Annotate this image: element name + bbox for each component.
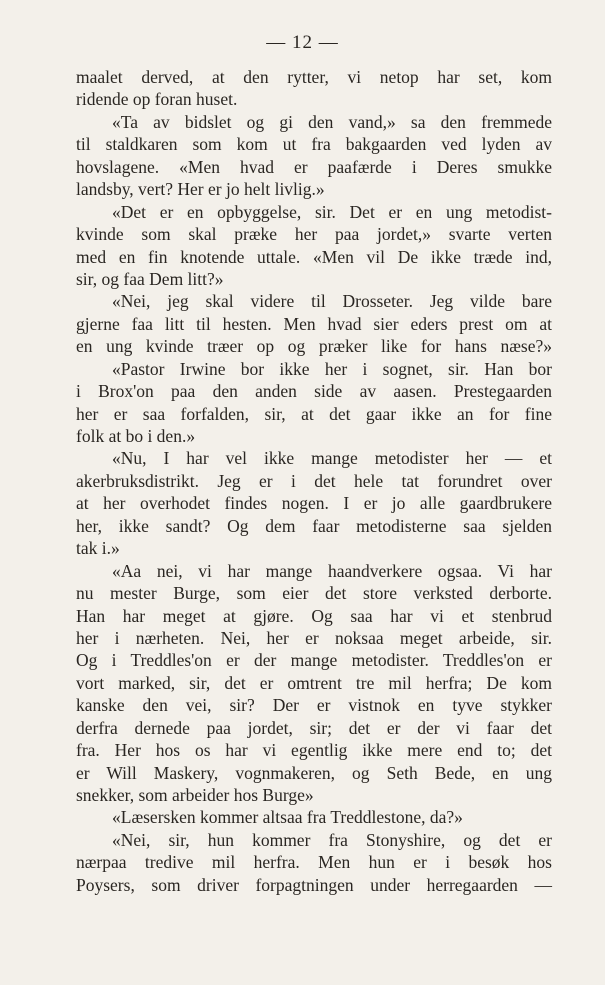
text-line: nu mester Burge, som eier det store verksted derborte. <box>76 583 552 604</box>
text-line: i Brox'on paa den anden side av aasen. Prestegaarden <box>76 381 552 402</box>
text-line: vort marked, sir, det er omtrent tre mil herfra; De kom <box>76 672 552 693</box>
text-line: «Aa nei, vi har mange haandverkere ogsaa. Vi har <box>112 560 552 581</box>
text-line: snekker, som arbeider hos Burge» <box>76 785 314 805</box>
text-line: «Pastor Irwine bor ikke her i sognet, sir. Han bor <box>112 358 552 379</box>
text-line: fra. Her hos os har vi egentlig ikke mere end to; det <box>76 740 552 761</box>
text-line: «Læsersken kommer altsaa fra Treddlestone, da?» <box>112 807 463 828</box>
text-line: ridende op foran huset. <box>76 89 238 110</box>
text-line: «Nu, I har vel ikke mange metodister her — et <box>112 448 552 469</box>
text-line: tak i.» <box>76 538 120 559</box>
text-line: derfra dernede paa jordet, sir; det er der vi faar det <box>76 717 552 738</box>
text-line: folk at bo i den.» <box>76 426 196 446</box>
text-line: Han har meget at gjøre. Og saa har vi et stenbrud <box>76 605 552 626</box>
text-line: en ung kvinde træer op og præker like for hans næse?» <box>76 336 552 357</box>
text-line: «Nei, jeg skal videre til Drosseter. Jeg vilde bare <box>112 291 552 312</box>
text-line: med en fin knotende uttale. «Men vil De ikke træde ind, <box>76 246 552 267</box>
text-line: maalet derved, at den rytter, vi netop har set, kom <box>76 67 552 87</box>
text-line: gjerne faa litt til hesten. Men hvad sier eders prest om at <box>76 313 552 334</box>
text-line: «Nei, sir, hun kommer fra Stonyshire, og det er <box>112 829 552 850</box>
body-text <box>76 66 552 896</box>
text-line: Og i Treddles'on er der mange metodister. Treddles'on er <box>76 650 552 671</box>
text-line: kanske den vei, sir? Der er vistnok en tyve stykker <box>76 695 552 716</box>
page-number: — 12 — <box>266 32 339 53</box>
text-line: Poysers, som driver forpagtningen under herregaarden — <box>76 874 552 895</box>
text-line: er Will Maskery, vognmakeren, og Seth Bede, en ung <box>76 762 552 783</box>
text-line: «Det er en opbyggelse, sir. Det er en ung metodist- <box>112 201 552 222</box>
text-line: sir, og faa Dem litt?» <box>76 268 224 289</box>
text-line: landsby, vert? Her er jo helt livlig.» <box>76 179 325 200</box>
text-line: til staldkaren som kom ut fra bakgaarden ved lyden av <box>76 134 552 155</box>
text-line: her, ikke sandt? Og dem faar metodisterne saa sjelden <box>76 515 552 536</box>
text-line: kvinde som skal præke her paa jordet,» svarte verten <box>76 224 552 245</box>
text-line: her er saa forfalden, sir, at det gaar ikke an for fine <box>76 403 552 424</box>
text-line: nærpaa tredive mil herfra. Men hun er i besøk hos <box>76 852 552 873</box>
text-line: akerbruksdistrikt. Jeg er i det hele tat forundret over <box>76 470 552 491</box>
text-line: hovslagene. «Men hvad er paafærde i Deres smukke <box>76 156 552 177</box>
text-line: at her overhodet findes nogen. I er jo alle gaardbrukere <box>76 493 552 514</box>
text-line: «Ta av bidslet og gi den vand,» sa den fremmede <box>112 111 552 132</box>
text-line: her i nærheten. Nei, her er noksaa meget arbeide, sir. <box>76 627 552 648</box>
